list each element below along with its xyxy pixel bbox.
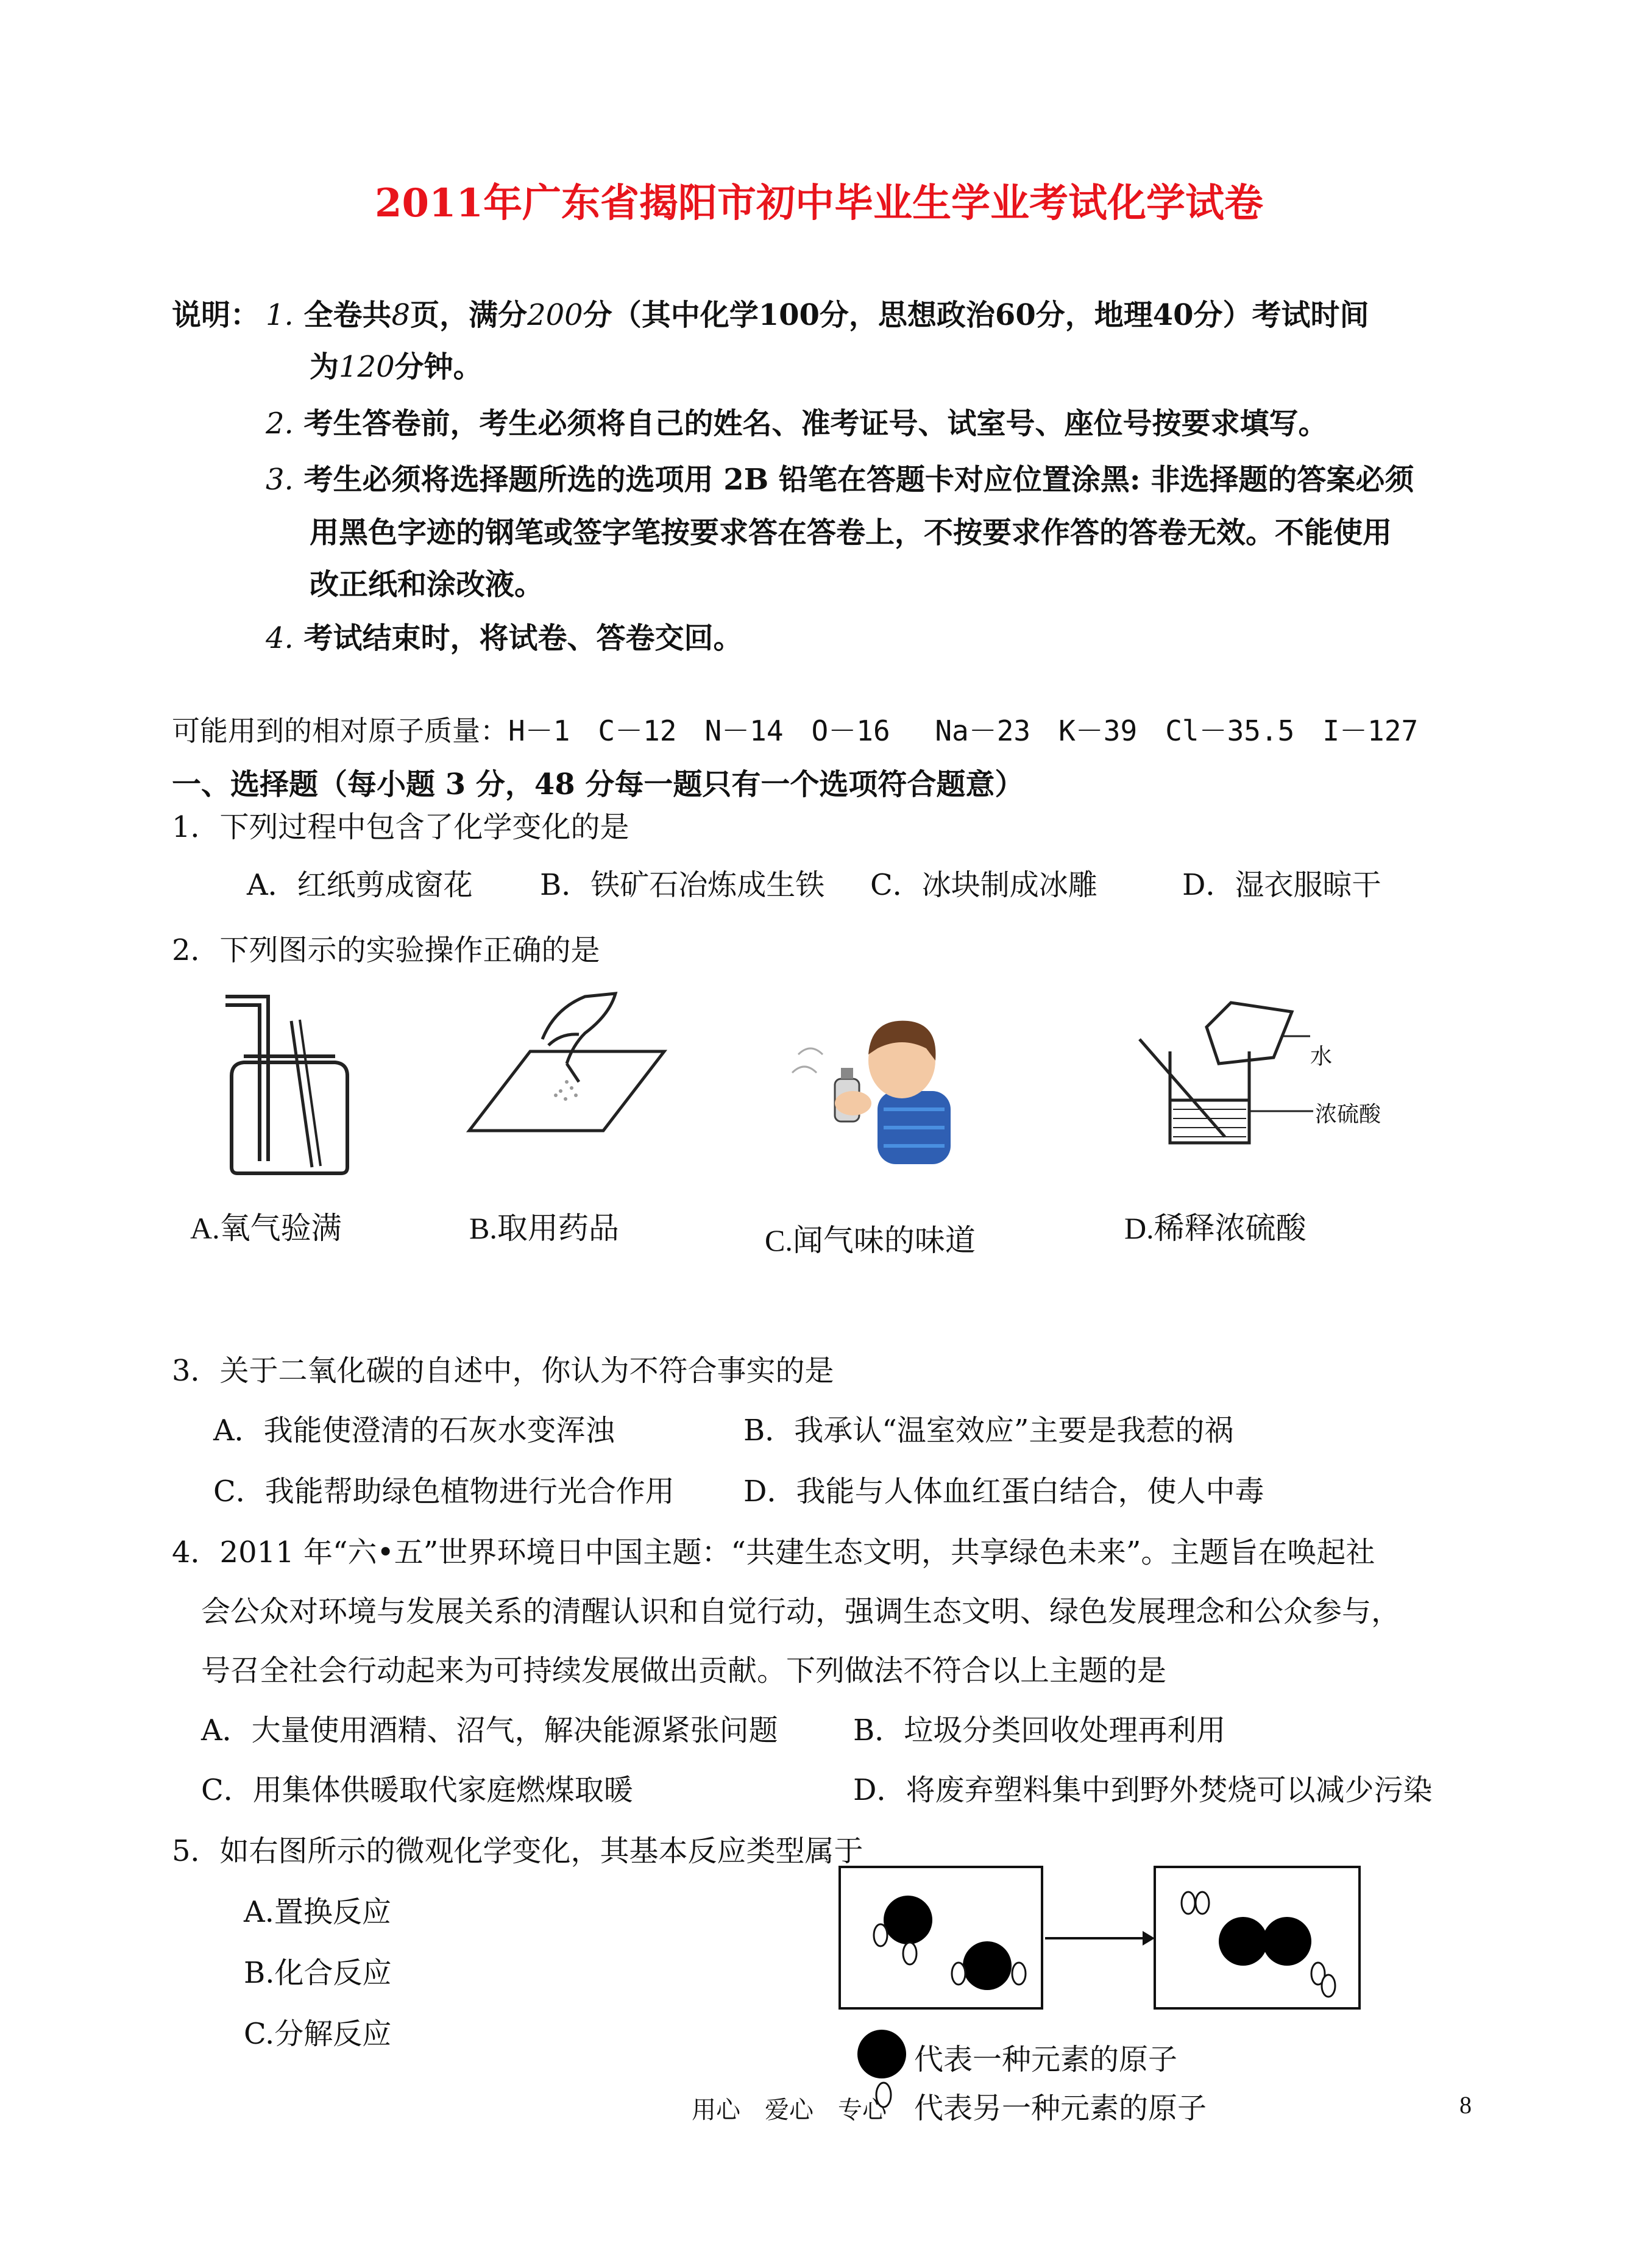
- q4-option-b: B．垃圾分类回收处理再利用: [853, 1713, 1226, 1747]
- instruction-num: 4.: [266, 621, 294, 655]
- instruction-text: 考生答卷前，考生必须将自己的姓名、准考证号、试室号、座位号按要求填写。: [303, 407, 1328, 441]
- q1-option-a: A．红纸剪成窗花: [247, 868, 473, 902]
- q3-option-c: C．我能帮助绿色植物进行光合作用: [213, 1474, 675, 1509]
- q5-option-b: B.化合反应: [244, 1956, 392, 1990]
- instruction-4: [266, 614, 743, 656]
- instruction-num: 2.: [266, 407, 294, 441]
- footer-slogan: 用心 爱心 专心: [692, 2096, 887, 2124]
- instruction-text: 为: [310, 350, 339, 384]
- q4-option-a: A．大量使用酒精、沼气，解决能源紧张问题: [201, 1713, 778, 1747]
- q2-caption-c: C.闻气味的味道: [765, 1223, 976, 1257]
- q2-caption-a: A.氧气验满: [190, 1211, 342, 1245]
- q3-stem: 3．关于二氧化碳的自述中，你认为不符合事实的是: [172, 1354, 834, 1388]
- atomic-masses: 可能用到的相对原子质量：H－1 C－12 N－14 O－16 Na－23 K－39 Cl－35.5 I－127: [172, 714, 1419, 747]
- q3-option-a: A．我能使澄清的石灰水变浑浊: [213, 1413, 615, 1448]
- q5-reaction-diagram: [838, 1865, 1374, 2017]
- instruction-3: [266, 456, 1414, 498]
- legend-black-atom-text: 代表一种元素的原子: [914, 2042, 1178, 2077]
- instruction-3-line2: 用黑色字迹的钢笔或签字笔按要求答在答卷上，不按要求作答的答卷无效。不能使用: [310, 516, 1392, 550]
- q1-stem: 1．下列过程中包含了化学变化的是: [172, 810, 629, 844]
- q4-option-c: C．用集体供暖取代家庭燃煤取暖: [201, 1773, 633, 1807]
- instruction-text: 分钟。: [394, 350, 483, 384]
- instruction-text: 分（其中化学100分，思想政治60分，地理40分）考试时间: [583, 298, 1369, 332]
- instruction-text: 考生必须将选择题所选的选项用 2B 铅笔在答题卡对应位置涂黑: 非选择题的答案必须: [303, 463, 1414, 497]
- q2-stem: 2．下列图示的实验操作正确的是: [172, 933, 600, 967]
- instruction-2: [266, 400, 1328, 442]
- figure-oxygen-test: [219, 984, 366, 1179]
- total-score: 200: [527, 298, 583, 332]
- label-water: 水: [1310, 1044, 1333, 1069]
- q1-option-d: D．湿衣服晾干: [1182, 868, 1381, 902]
- q4-stem-line3: 号召全社会行动起来为可持续发展做出贡献。下列做法不符合以上主题的是: [201, 1654, 1167, 1688]
- page-number: 8: [1459, 2091, 1472, 2119]
- label-concentrated-acid: 浓硫酸: [1315, 1102, 1381, 1127]
- instruction-num: 3.: [266, 463, 294, 497]
- page-count: 8: [391, 298, 411, 332]
- page-title: 2011年广东省揭阳市初中毕业生学业考试化学试卷: [374, 180, 1264, 226]
- instructions-label: 说明：: [172, 298, 260, 332]
- q2-caption-b: B.取用药品: [469, 1211, 619, 1245]
- instruction-3-line3: 改正纸和涂改液。: [310, 567, 544, 602]
- figure-take-reagent: [463, 990, 670, 1143]
- legend-white-atom-text: 代表另一种元素的原子: [914, 2091, 1207, 2125]
- q3-option-b: B．我承认“温室效应”主要是我惹的祸: [743, 1413, 1234, 1448]
- q5-option-c: C.分解反应: [244, 2017, 392, 2051]
- q5-stem: 5．如右图所示的微观化学变化，其基本反应类型属于: [172, 1834, 863, 1868]
- legend-black-atom-icon: [856, 2028, 907, 2080]
- q5-option-a: A.置换反应: [244, 1895, 391, 1929]
- exam-minutes: 120: [339, 350, 395, 384]
- section-heading: 一、选择题（每小题 3 分，48 分每一题只有一个选项符合题意）: [172, 767, 1024, 802]
- instruction-num: 1.: [266, 298, 294, 332]
- instruction-1: [266, 291, 1369, 333]
- instruction-text: 全卷共: [303, 298, 392, 332]
- q1-option-b: B．铁矿石冶炼成生铁: [540, 868, 825, 902]
- q4-stem-line1: 4．2011 年“六•五”世界环境日中国主题：“共建生态文明，共享绿色未来”。主题旨在唤起社: [172, 1535, 1375, 1569]
- figure-smell-gas: [786, 1000, 969, 1170]
- q1-option-c: C．冰块制成冰雕: [870, 868, 1097, 902]
- q2-caption-d: D.稀释浓硫酸: [1124, 1211, 1306, 1245]
- instruction-1-cont: [310, 343, 483, 385]
- q4-stem-line2: 会公众对环境与发展关系的清醒认识和自觉行动，强调生态文明、绿色发展理念和公众参与，: [201, 1594, 1401, 1629]
- instruction-text: 考试结束时，将试卷、答卷交回。: [303, 621, 743, 655]
- instruction-text: 页，满分: [410, 298, 528, 332]
- q3-option-d: D．我能与人体血红蛋白结合，使人中毒: [743, 1474, 1264, 1509]
- q4-option-d: D．将废弃塑料集中到野外焚烧可以减少污染: [853, 1773, 1433, 1807]
